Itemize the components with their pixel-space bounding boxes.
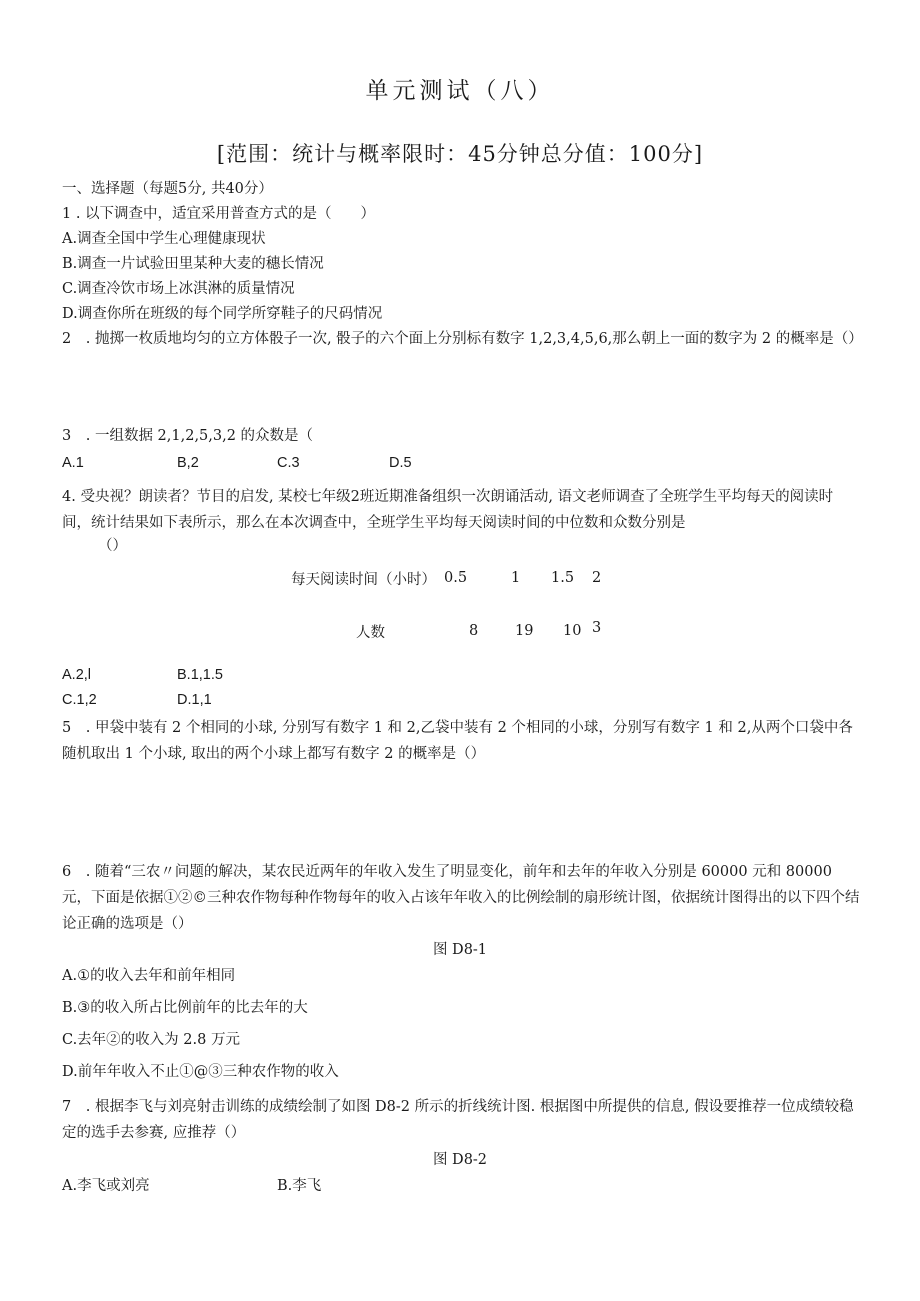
q3-option-c: C.3 xyxy=(277,455,300,471)
q7-stem: 7 . 根据李飞与刘亮射击训练的成绩绘制了如图 D8-2 所示的折线统计图. 根据图中所提供的信息, 假设要推荐一位成绩较稳定的选手去参赛, 应推荐（） xyxy=(62,1099,854,1141)
q6-stem: 6 . 随着“三农〃问题的解决，某农民近两年的年收入发生了明显变化，前年和去年的年收入分别是 60000 元和 80000 元，下面是依据①②©三种农作物每种作物每年的收入占该年年收入的比例绘制的扇形统计图，依据统计图得出的以下四个结论正确的选项是（） xyxy=(62,864,860,932)
q5-stem: 5 . 甲袋中装有 2 个相同的小球, 分别写有数字 1 和 2,乙袋中装有 2 个相同的小球，分别写有数字 1 和 2,从两个口袋中各随机取出 1 个小球, 取出的两个小球上都写有数字 2 的概率是（） xyxy=(62,720,853,762)
q1-option-b: B.调查一片试验田里某种大麦的穗长情况 xyxy=(62,256,324,272)
q6-figure-caption: 图 D8-1 xyxy=(432,942,488,958)
q4-option-c: C.1,2 xyxy=(62,692,97,708)
q4-table-row1-label: 每天阅读时间（小时） xyxy=(291,572,436,588)
q4-table-cell: 0.5 xyxy=(444,570,468,586)
q6-option-a: A.①的收入去年和前年相同 xyxy=(62,968,236,984)
q6-option-c: C.去年②的收入为 2.8 万元 xyxy=(62,1032,240,1048)
q4-option-b: B.1,1.5 xyxy=(177,667,223,683)
q4-table-cell: 1.5 xyxy=(551,570,575,586)
q4-stem: 4. 受央视？朗读者？节目的启发, 某校七年级2班近期准备组织一次朗诵活动, 语文老师调查了全班学生平均每天的阅读时间，统计结果如下表所示，那么在本次调查中，全班学生平均每天阅读时间的中位数和众数分别是 xyxy=(62,489,834,531)
q4-table-cell: 1 xyxy=(511,570,521,586)
q4-option-d: D.1,1 xyxy=(177,692,212,708)
q7-option-b: B.李飞 xyxy=(277,1178,322,1194)
q4-table-cell: 19 xyxy=(515,623,534,639)
page-subtitle: [范围：统计与概率限时：45分钟总分值：100分] xyxy=(216,142,704,166)
q7-option-a: A.李飞或刘亮 xyxy=(62,1178,150,1194)
q1-option-c: C.调查冷饮市场上冰淇淋的质量情况 xyxy=(62,281,295,297)
q7-figure-caption: 图 D8-2 xyxy=(432,1152,488,1168)
q1-option-a: A.调查全国中学生心理健康现状 xyxy=(62,231,266,247)
section-heading: 一、选择题（每题5分, 共40分） xyxy=(62,181,273,197)
q4-table-cell: 2 xyxy=(592,570,602,586)
q1-option-d: D.调查你所在班级的每个同学所穿鞋子的尺码情况 xyxy=(62,306,383,322)
q1-stem: 1 . 以下调查中，适宜采用普查方式的是（ ） xyxy=(62,206,376,222)
q6-option-d: D.前年年收入不止①@③三种农作物的收入 xyxy=(62,1064,339,1080)
q4-table-cell: 10 xyxy=(563,623,582,639)
q4-table-cell: 3 xyxy=(592,620,602,636)
q6-option-b: B.③的收入所占比例前年的比去年的大 xyxy=(62,1000,308,1016)
q3-option-b: B,2 xyxy=(177,455,199,471)
page-title: 单元测试（八） xyxy=(365,78,555,104)
q4-table-cell: 8 xyxy=(469,623,479,639)
q3-option-a: A.1 xyxy=(62,455,84,471)
q2-stem: 2 . 抛掷一枚质地均匀的立方体骰子一次, 骰子的六个面上分别标有数字 1,2,3,4,5,6,那么朝上一面的数字为 2 的概率是（） xyxy=(62,331,863,347)
q3-stem: 3 . 一组数据 2,1,2,5,3,2 的众数是（ xyxy=(62,428,314,444)
q3-option-d: D.5 xyxy=(389,455,412,471)
q4-option-a: A.2,l xyxy=(62,667,92,683)
q4-paren: （） xyxy=(98,538,127,554)
q4-table-row2-label: 人数 xyxy=(356,625,385,641)
